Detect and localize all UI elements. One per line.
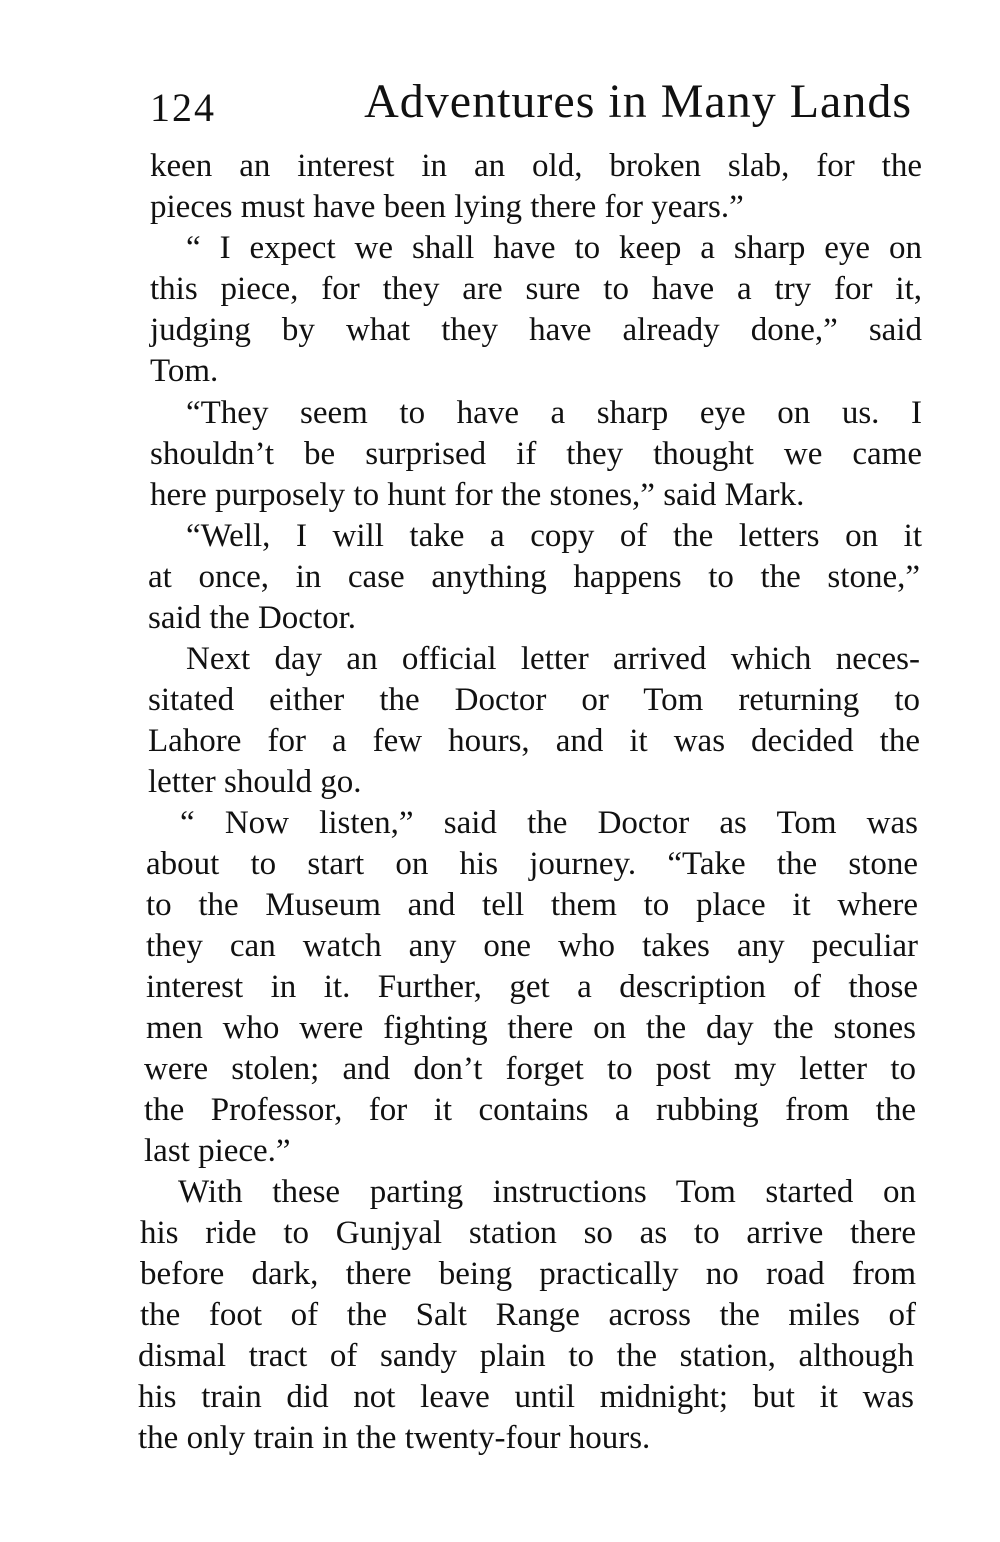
text-line: to the Museum and tell them to place it where (146, 887, 918, 923)
text-line: Lahore for a few hours, and it was decided the (148, 723, 920, 759)
text-line: the only train in the twenty-four hours. (138, 1420, 651, 1456)
text-line: they can watch any one who takes any peculiar (146, 928, 918, 964)
text-line: “Well, I will take a copy of the letters on it (186, 518, 922, 554)
text-line: interest in it. Further, get a description of those (146, 969, 918, 1005)
page-number: 124 (150, 85, 216, 130)
text-line: pieces must have been lying there for years.” (150, 189, 744, 225)
text-line: men who were fighting there on the day the stones (146, 1010, 916, 1046)
text-line: at once, in case anything happens to the stone,” (148, 559, 920, 595)
text-line: “ I expect we shall have to keep a sharp eye on (186, 230, 922, 266)
text-line: before dark, there being practically no road from (140, 1256, 916, 1292)
text-line: his ride to Gunjyal station so as to arrive there (140, 1215, 916, 1251)
text-line: shouldn’t be surprised if they thought we came (150, 436, 922, 472)
text-line: “ Now listen,” said the Doctor as Tom was (180, 805, 918, 841)
text-line: sitated either the Doctor or Tom returning to (148, 682, 920, 718)
text-line: With these parting instructions Tom started on (178, 1174, 916, 1210)
text-line: his train did not leave until midnight; but it was (138, 1379, 914, 1415)
text-line: said the Doctor. (148, 600, 357, 636)
running-title: Adventures in Many Lands (364, 75, 912, 128)
text-line: here purposely to hunt for the stones,” said Mark. (150, 477, 805, 513)
text-line: the foot of the Salt Range across the miles of (140, 1297, 916, 1333)
text-line: last piece.” (144, 1133, 291, 1169)
text-line: letter should go. (148, 764, 362, 800)
text-line: “They seem to have a sharp eye on us. I (186, 395, 922, 431)
text-line: Tom. (150, 353, 219, 389)
text-line: judging by what they have already done,” said (150, 312, 922, 348)
text-line: Next day an official letter arrived which neces- (186, 641, 920, 677)
text-line: were stolen; and don’t forget to post my letter to (144, 1051, 916, 1087)
text-line: about to start on his journey. “Take the stone (146, 846, 918, 882)
text-line: this piece, for they are sure to have a try for it, (150, 271, 922, 307)
running-head (146, 60, 916, 144)
text-line: the Professor, for it contains a rubbing from the (144, 1092, 916, 1128)
text-line: dismal tract of sandy plain to the station, although (138, 1338, 914, 1374)
text-line: keen an interest in an old, broken slab, for the (150, 148, 922, 184)
